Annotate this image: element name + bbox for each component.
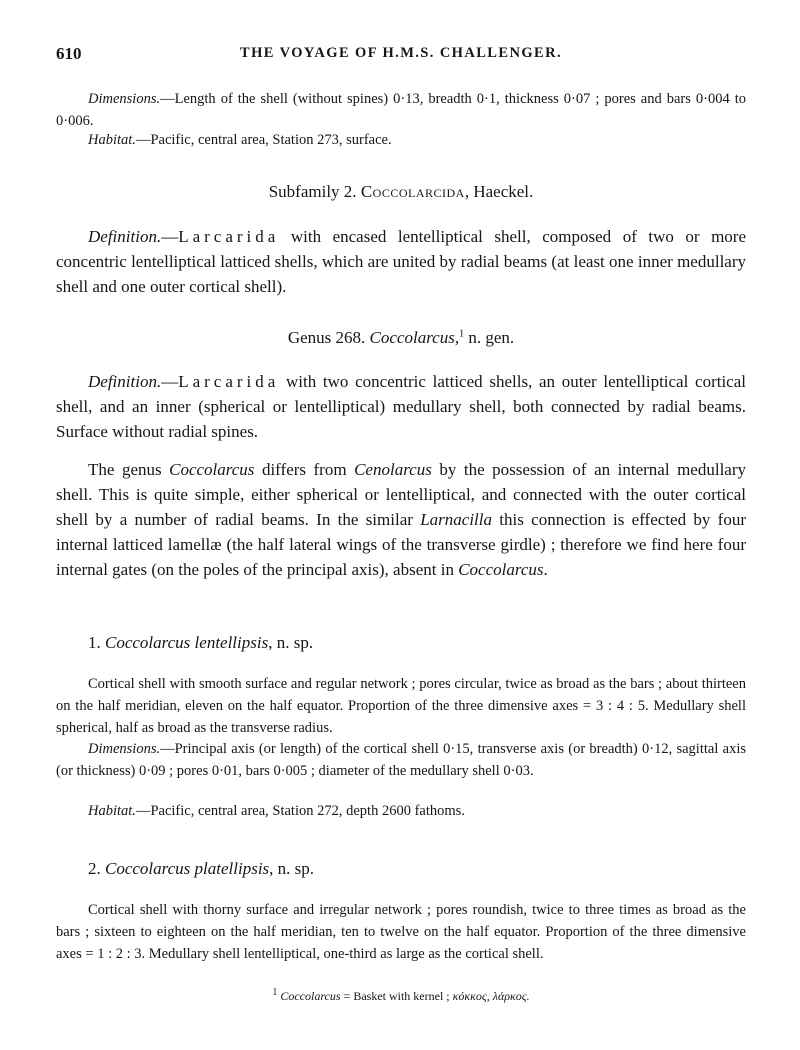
- species-name: Coccolarcus platellipsis: [105, 859, 270, 878]
- genus-name-ref: Coccolarcus: [458, 560, 544, 579]
- genus-paragraph: [56, 457, 746, 582]
- footnote-text: = Basket with kernel ;: [340, 989, 453, 1003]
- habitat-text: —Pacific, central area, Station 273, surface.: [135, 132, 392, 148]
- text: by the possession of an internal medullary shell. This is quite simple, either spherical or lentelliptical, and connected with the outer cortical shell by a number of radial beams. In the similar: [56, 460, 746, 529]
- genus-name-ref: Cenolarcus: [354, 460, 432, 479]
- footnote-term: Coccolarcus: [280, 989, 341, 1003]
- species-name: Coccolarcus lentellipsis: [105, 633, 269, 652]
- text: The genus: [88, 460, 170, 479]
- page-number: 610: [56, 44, 82, 63]
- species2-heading: [56, 856, 746, 881]
- footnote-greek: κόκκος, λάρκος.: [452, 989, 530, 1003]
- dimensions-label: Dimensions.: [88, 91, 161, 107]
- habitat-label: Habitat.: [88, 803, 136, 819]
- definition-text: with encased lentelliptical shell, composed of two or more concentric lentelliptical latticed shells, which are united by radial beams (at least one inner medullary shell and one outer cortical shell).: [56, 227, 746, 296]
- species-number: 2.: [88, 859, 101, 878]
- prev-habitat: [56, 129, 746, 151]
- species-suffix: , n. sp.: [268, 633, 314, 652]
- habitat-label: Habitat.: [88, 132, 136, 148]
- subfamily-definition: [56, 224, 746, 299]
- species2-description: Cortical shell with thorny surface and irregular network ; pores roundish, twice to three times as broad as the bars ; sixteen to eighteen on the half meridian, ten to twelve on the half equator. Proportion of the three dimensive axes = 1 : 2 : 3. Medullary shell lentelliptical, one-third as large as the cortical shell.: [56, 902, 746, 962]
- definition-text: with two concentric latticed shells, an outer lentelliptical cortical shell, and an inner (spherical or lentelliptical) medullary shell, both connected by radial beams. Surface without radial spines.: [56, 372, 746, 441]
- dimensions-text: —Principal axis (or length) of the cortical shell 0·15, transverse axis (or breadth) 0·12, sagittal axis (or thickness) 0·09 ; pores 0·01, bars 0·005 ; diameter of the medullary shell 0·03.: [56, 741, 746, 779]
- subfamily-author: , Haeckel.: [464, 182, 534, 201]
- definition-dash: —: [161, 227, 179, 246]
- dimensions-label: Dimensions.: [88, 741, 161, 757]
- species1-habitat: [56, 800, 746, 822]
- footnote-mark: 1: [272, 987, 278, 998]
- genus-suffix: n. gen.: [464, 328, 515, 347]
- subfamily-name: Coccolarcida: [360, 182, 465, 201]
- definition-label: Definition.: [88, 372, 162, 391]
- habitat-text: —Pacific, central area, Station 272, depth 2600 fathoms.: [135, 803, 465, 819]
- prev-dimensions: [56, 88, 746, 132]
- genus-prefix: Genus 268.: [287, 328, 366, 347]
- species-suffix: , n. sp.: [269, 859, 315, 878]
- genus-name-ref: Coccolarcus: [169, 460, 255, 479]
- definition-group: Larcarida: [178, 227, 280, 246]
- definition-label: Definition.: [88, 227, 162, 246]
- text: this connection is effected by four internal latticed lamellæ (the half lateral wings of the transverse girdle) ; therefore we find here four internal gates (on the poles of the principal axis), absent in: [56, 510, 746, 579]
- genus-heading: [56, 328, 746, 348]
- genus-definition: [56, 369, 746, 444]
- subfamily-prefix: Subfamily 2.: [268, 182, 357, 201]
- species1-dimensions: [56, 738, 746, 782]
- footnote: [56, 989, 746, 1004]
- definition-group: Larcarida: [178, 372, 280, 391]
- species-number: 1.: [88, 633, 101, 652]
- species1-heading: [56, 630, 746, 655]
- dimensions-text: —Length of the shell (without spines) 0·13, breadth 0·1, thickness 0·07 ; pores and bars 0·004 to 0·006.: [56, 91, 746, 129]
- subfamily-heading: [56, 182, 746, 202]
- genus-name-ref: Larnacilla: [420, 510, 492, 529]
- running-title: THE VOYAGE OF H.M.S. CHALLENGER.: [240, 45, 562, 61]
- text: differs from: [254, 460, 355, 479]
- footnote-ref: 1: [459, 328, 465, 340]
- definition-dash: —: [161, 372, 179, 391]
- text: .: [543, 560, 548, 579]
- genus-name: Coccolarcus,: [369, 328, 460, 347]
- species1-description: Cortical shell with smooth surface and regular network ; pores circular, twice as broad as the bars ; about thirteen on the half meridian, eleven on the half equator. Proportion of the three dimensive axes = 3 : 4 : 5. Medullary shell spherical, half as broad as the transverse radius.: [56, 676, 746, 736]
- running-header: [56, 44, 746, 70]
